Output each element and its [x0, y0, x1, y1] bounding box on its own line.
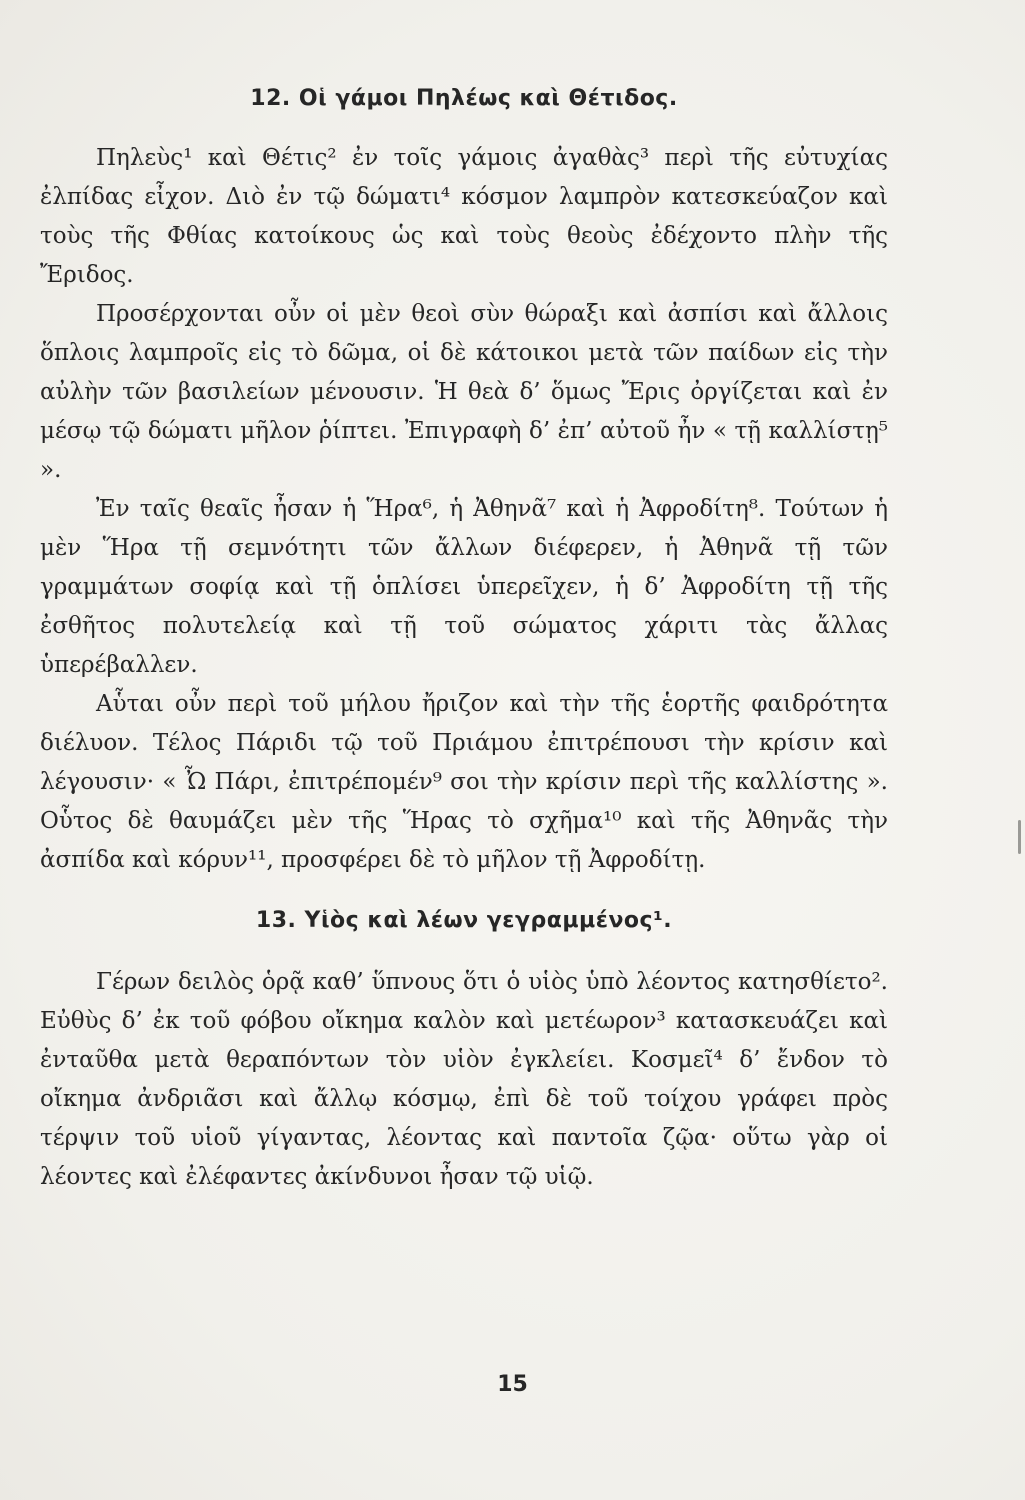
page-edge-mark — [1018, 820, 1021, 854]
section-13-paragraph-1: Γέρων δειλὸς ὁρᾷ καθ’ ὕπνους ὅτι ὁ υἱὸς ὑπὸ λέοντος κατησθίετο². Εὐθὺς δ’ ἐκ τοῦ φόβου οἴκημα καλὸν καὶ μετέωρον³ κατασκευάζει καὶ ἐνταῦθα μετὰ θεραπόντων τὸν υἱὸν ἐγκλείει. Κοσμεῖ⁴ δ’ ἔνδον τὸ οἴκημα ἀνδριᾶσι καὶ ἄλλῳ κόσμῳ, ἐπὶ δὲ τοῦ τοίχου γράφει πρὸς τέρψιν τοῦ υἱοῦ γίγαντας, λέοντας καὶ παντοῖα ζῷα· οὕτω γὰρ οἱ λέοντες καὶ ἐλέφαντες ἀκίνδυνοι ἦσαν τῷ υἱῷ. — [40, 969, 888, 1190]
page-number: 15 — [497, 1372, 528, 1397]
section-12-paragraph-4: Αὗται οὖν περὶ τοῦ μήλου ἤριζον καὶ τὴν τῆς ἑορτῆς φαιδρότητα διέλυον. Τέλος Πάριδι τῷ τοῦ Πριάμου ἐπιτρέπουσι τὴν κρίσιν καὶ λέγουσιν· « Ὦ Πάρι, ἐπιτρέπομέν⁹ σοι τὴν κρίσιν περὶ τῆς καλλίστης ». Οὗτος δὲ θαυμάζει μὲν τῆς Ἥρας τὸ σχῆμα¹⁰ καὶ τῆς Ἀθηνᾶς τὴν ἀσπίδα καὶ κόρυν¹¹, προσφέρει δὲ τὸ μῆλον τῇ Ἀφροδίτῃ. — [40, 691, 888, 873]
page-text — [40, 80, 888, 1197]
section-12-paragraph-1: Πηλεὺς¹ καὶ Θέτις² ἐν τοῖς γάμοις ἀγαθὰς³ περὶ τῆς εὐτυχίας ἐλπίδας εἶχον. Διὸ ἐν τῷ δώματι⁴ κόσμον λαμπρὸν κατεσκεύαζον καὶ τοὺς τῆς Φθίας κατοίκους ὡς καὶ τοὺς θεοὺς ἐδέχοντο πλὴν τῆς Ἔριδος. — [40, 145, 888, 288]
section-13-heading: 13. Υἱὸς καὶ λέων γεγραμμένος¹. — [255, 908, 673, 933]
section-12-paragraph-3: Ἐν ταῖς θεαῖς ἦσαν ἡ Ἥρα⁶, ἡ Ἀθηνᾶ⁷ καὶ ἡ Ἀφροδίτη⁸. Τούτων ἡ μὲν Ἥρα τῇ σεμνότητι τῶν ἄλλων διέφερεν, ἡ Ἀθηνᾶ τῇ τῶν γραμμάτων σοφίᾳ καὶ τῇ ὁπλίσει ὑπερεῖχεν, ἡ δ’ Ἀφροδίτη τῇ τῆς ἐσθῆτος πολυτελείᾳ καὶ τῇ τοῦ σώματος χάριτι τὰς ἄλλας ὑπερέβαλλεν. — [40, 496, 888, 678]
section-12-heading: 12. Οἱ γάμοι Πηλέως καὶ Θέτιδος. — [250, 86, 678, 111]
section-12-paragraph-2: Προσέρχονται οὖν οἱ μὲν θεοὶ σὺν θώραξι καὶ ἀσπίσι καὶ ἄλλοις ὅπλοις λαμπροῖς εἰς τὸ δῶμα, οἱ δὲ κάτοικοι μετὰ τῶν παίδων εἰς τὴν αὐλὴν τῶν βασιλείων μένουσιν. Ἡ θεὰ δ’ ὅμως Ἔρις ὀργίζεται καὶ ἐν μέσῳ τῷ δώματι μῆλον ῥίπτει. Ἐπιγραφὴ δ’ ἐπ’ αὐτοῦ ἦν « τῇ καλλίστῃ⁵ ». — [40, 301, 888, 483]
